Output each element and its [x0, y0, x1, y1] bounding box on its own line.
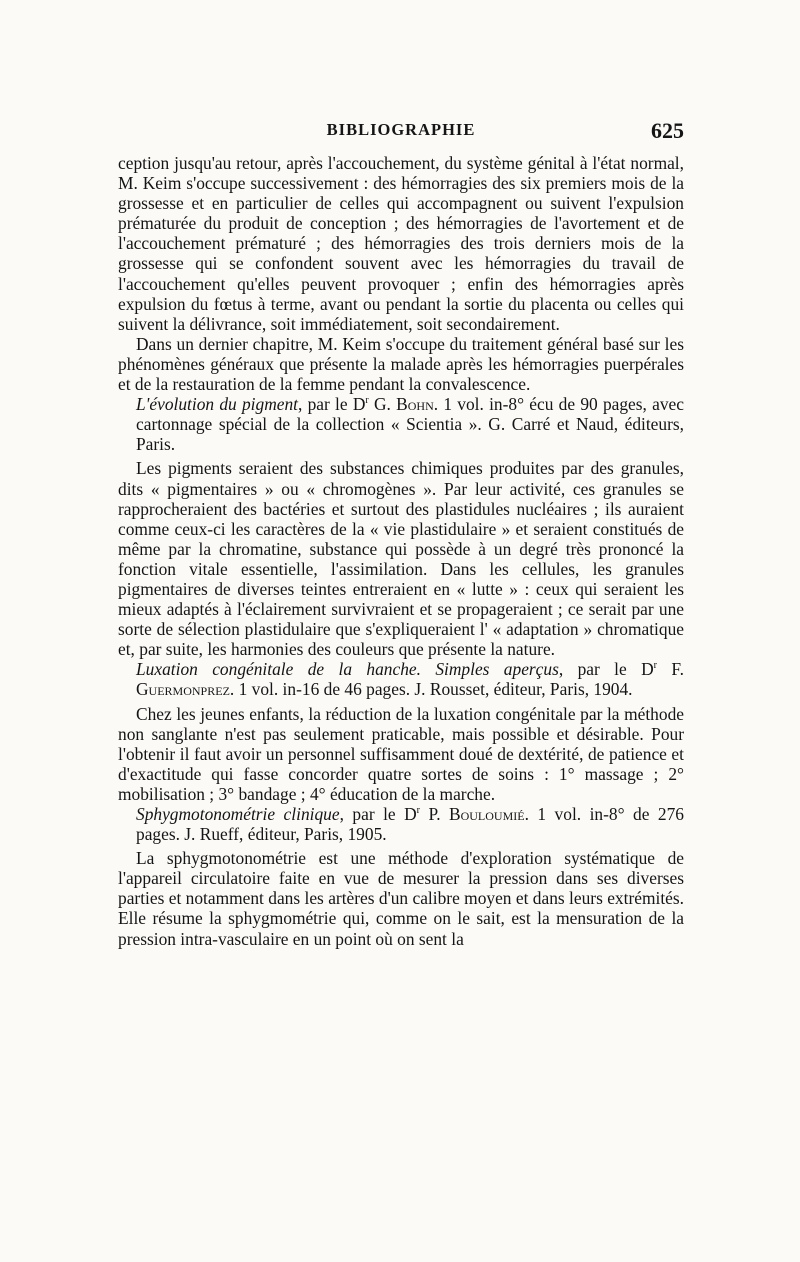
byline-prefix: , par le D: [558, 659, 654, 680]
author-initial: P.: [419, 804, 449, 824]
publication-info: . 1 vol. in-8° écu de 90 pages, avec cartonnage spécial de la collection « Scientia ». G. Carré et Naud, éditeurs, Paris.: [136, 394, 684, 455]
book-entry-heading: [118, 804, 684, 844]
book-review-text: Chez les jeunes enfants, la réduction de la luxation congénitale par la méthode non sanglante n'est pas seulement praticable, mais possible et désirable. Pour l'obtenir il faut avoir un personnel suffisamment doué de dextérité, de patience et d'exactitude qui fasse concorder quatre sortes de soins : 1° massage ; 2° mobilisation ; 3° bandage ; 4° éducation de la marche.: [118, 703, 684, 804]
dr-superscript: r: [365, 395, 369, 407]
book-title: L'évolution du pigment: [136, 394, 299, 415]
author-name: Guermonprez: [136, 679, 230, 700]
book-entry-heading: [118, 659, 684, 699]
author-name: Bohn: [396, 394, 434, 415]
publication-info: . 1 vol. in-8° de 276 pages. J. Rueff, éditeur, Paris, 1905.: [136, 804, 684, 845]
byline-prefix: , par le D: [339, 804, 417, 824]
book-title: Sphygmotonométrie clinique: [136, 804, 340, 824]
dr-superscript: r: [416, 805, 420, 817]
running-head: [118, 118, 684, 144]
dr-superscript: r: [653, 660, 657, 672]
author-initial: G.: [368, 394, 397, 415]
book-title: Luxation congénitale de la hanche. Simples aperçus: [136, 659, 559, 680]
author-name: Bouloumié: [449, 804, 525, 824]
byline-prefix: , par le D: [298, 394, 366, 415]
book-entry-heading: [118, 394, 684, 454]
page-body: [118, 153, 684, 949]
book-review-text: La sphygmotonométrie est une méthode d'exploration systématique de l'appareil circulatoire faite en vue de mesurer la pression dans ses diverses parties et notamment dans les artères d'un calibre moyen et dans leurs extrémités. Elle résume la sphygmométrie qui, comme on le sait, est la mensuration de la pression intra-vasculaire en un point où on sent la: [118, 848, 684, 949]
publication-info: . 1 vol. in-16 de 46 pages. J. Rousset, éditeur, Paris, 1904.: [229, 679, 633, 700]
book-review-text: Les pigments seraient des substances chimiques produites par des granules, dits « pigmentaires » ou « chromogènes ». Par leur activité, ces granules se rapprocheraient des bactéries et surtout des plastidules nucléaires ; ils auraient comme ceux-ci les caractères de la « vie plastidulaire » et seraient constitués de même par la chromatine, substance qui possède à un degré très prononcé la fonction vitale essentielle, l'assimilation. Dans les cellules, les granules pigmentaires de diverses teintes entreraient en « lutte » : ceux qui seraient les mieux adaptés à l'éclairement survivraient et se propageraient ; ce serait par une sorte de sélection plastidulaire que s'expliqueraient l' « adaptation » chromatique et, par suite, les harmonies des couleurs que présente la nature.: [118, 458, 684, 660]
continued-paragraph: ception jusqu'au retour, après l'accouchement, du système génital à l'état normal, M. Keim s'occupe successivement : des hémorragies des six premiers mois de la grossesse et en particulier de celles qui accompagnent ou suivent l'expulsion prématurée du produit de conception ; des hémorragies de l'avortement et de l'accouchement prématuré ; des hémorragies des trois derniers mois de la grossesse qui se confondent souvent avec les hémorragies du travail de l'accouchement qu'elles peuvent provoquer ; enfin des hémorragies après expulsion du fœtus à terme, avant ou pendant la sortie du placenta ou celles qui suivent la délivrance, soit immédiatement, soit secondairement.: [118, 153, 684, 334]
author-initial: F.: [656, 659, 684, 680]
page-number: 625: [651, 118, 684, 143]
continued-paragraph-2: Dans un dernier chapitre, M. Keim s'occupe du traitement général basé sur les phénomènes généraux que présente la malade après les hémorragies puerpérales et de la restauration de la femme pendant la convalescence.: [118, 333, 684, 395]
running-title: BIBLIOGRAPHIE: [326, 120, 476, 139]
